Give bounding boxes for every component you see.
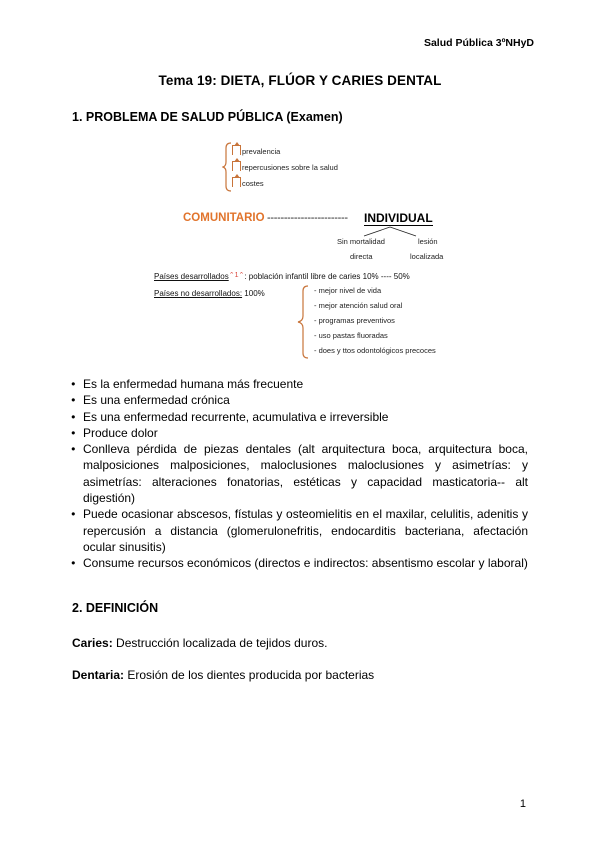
left-brace-icon [222,142,232,192]
individual-label: INDIVIDUAL [364,211,433,225]
list-item: - mejor atención salud oral [314,301,403,310]
bullet-item: ● Es una enfermedad crónica [72,392,528,408]
list-item: - uso pastas fluoradas [314,331,388,340]
bullet-item: ● Conlleva pérdida de piezas dentales (alt arquitectura boca, arquitectura boca, malposiciones malposiciones, maloclusiones maloclusiones y asimetrías: y asimetrías: alteraciones fonatorias, estéticas y capacidad masticatoria-- alt digestión) [72,441,528,506]
paises-no-desarrollados-line: Países no desarrollados: 100% [154,289,265,298]
dentaria-def-text: Erosión de los dientes producida por bacterias [127,668,375,682]
section-1-heading: 1. PROBLEMA DE SALUD PÚBLICA (Examen) [72,110,343,124]
page-number: 1 [519,798,526,810]
list-item: - programas preventivos [314,316,395,325]
page-header: Salud Pública 3ºNHyD [423,37,534,49]
up-arrow-icon [232,161,241,171]
caries-definition [72,636,327,650]
costes-item: costes [232,177,264,188]
lesion-label: lesión [418,237,438,246]
bullet-item: ● Es la enfermedad humana más frecuente [72,376,528,392]
sin-mortalidad-label: Sin mortalidad [337,237,385,246]
bullet-list [72,376,528,572]
bullet-item: ● Es una enfermedad recurrente, acumulativa e irreversible [72,409,528,425]
section-2-heading: 2. DEFINICIÓN [72,601,159,615]
paises-desarrollados-line: Países desarrollados⌃1⌃: población infantil libre de caries 10% ---- 50% [154,272,410,281]
list-item: - mejor nivel de vida [314,286,382,295]
page-title: Tema 19: DIETA, FLÚOR Y CARIES DENTAL [158,73,442,88]
caries-def-text: Destrucción localizada de tejidos duros. [116,636,328,650]
bullet-item: ● Consume recursos económicos (directos e indirectos: absentismo escolar y laboral) [72,555,528,571]
caries-term: Caries: [72,636,113,650]
dashes-connector: ------------------------ [267,212,348,224]
comunitario-label: COMUNITARIO [183,212,265,224]
dentaria-definition [72,668,374,682]
prevalencia-item: prevalencia [232,145,280,156]
repercusiones-item: repercusiones sobre la salud [232,161,338,172]
up-arrow-icon [232,177,241,187]
up-arrow-icon [232,145,241,155]
bullet-item: ● Puede ocasionar abscesos, fístulas y osteomielitis en el maxilar, celulitis, adenitis y repercusión a distancia (glomerulonefritis, endocarditis bacteriana, afectación ocular sinusitis) [72,506,528,555]
list-item: - does y ttos odontológicos precoces [314,346,436,355]
list-brace-icon [297,285,309,359]
dentaria-term: Dentaria: [72,668,125,682]
localizada-label: localizada [410,252,444,261]
directa-label: directa [350,252,373,261]
bullet-item: ● Produce dolor [72,425,528,441]
